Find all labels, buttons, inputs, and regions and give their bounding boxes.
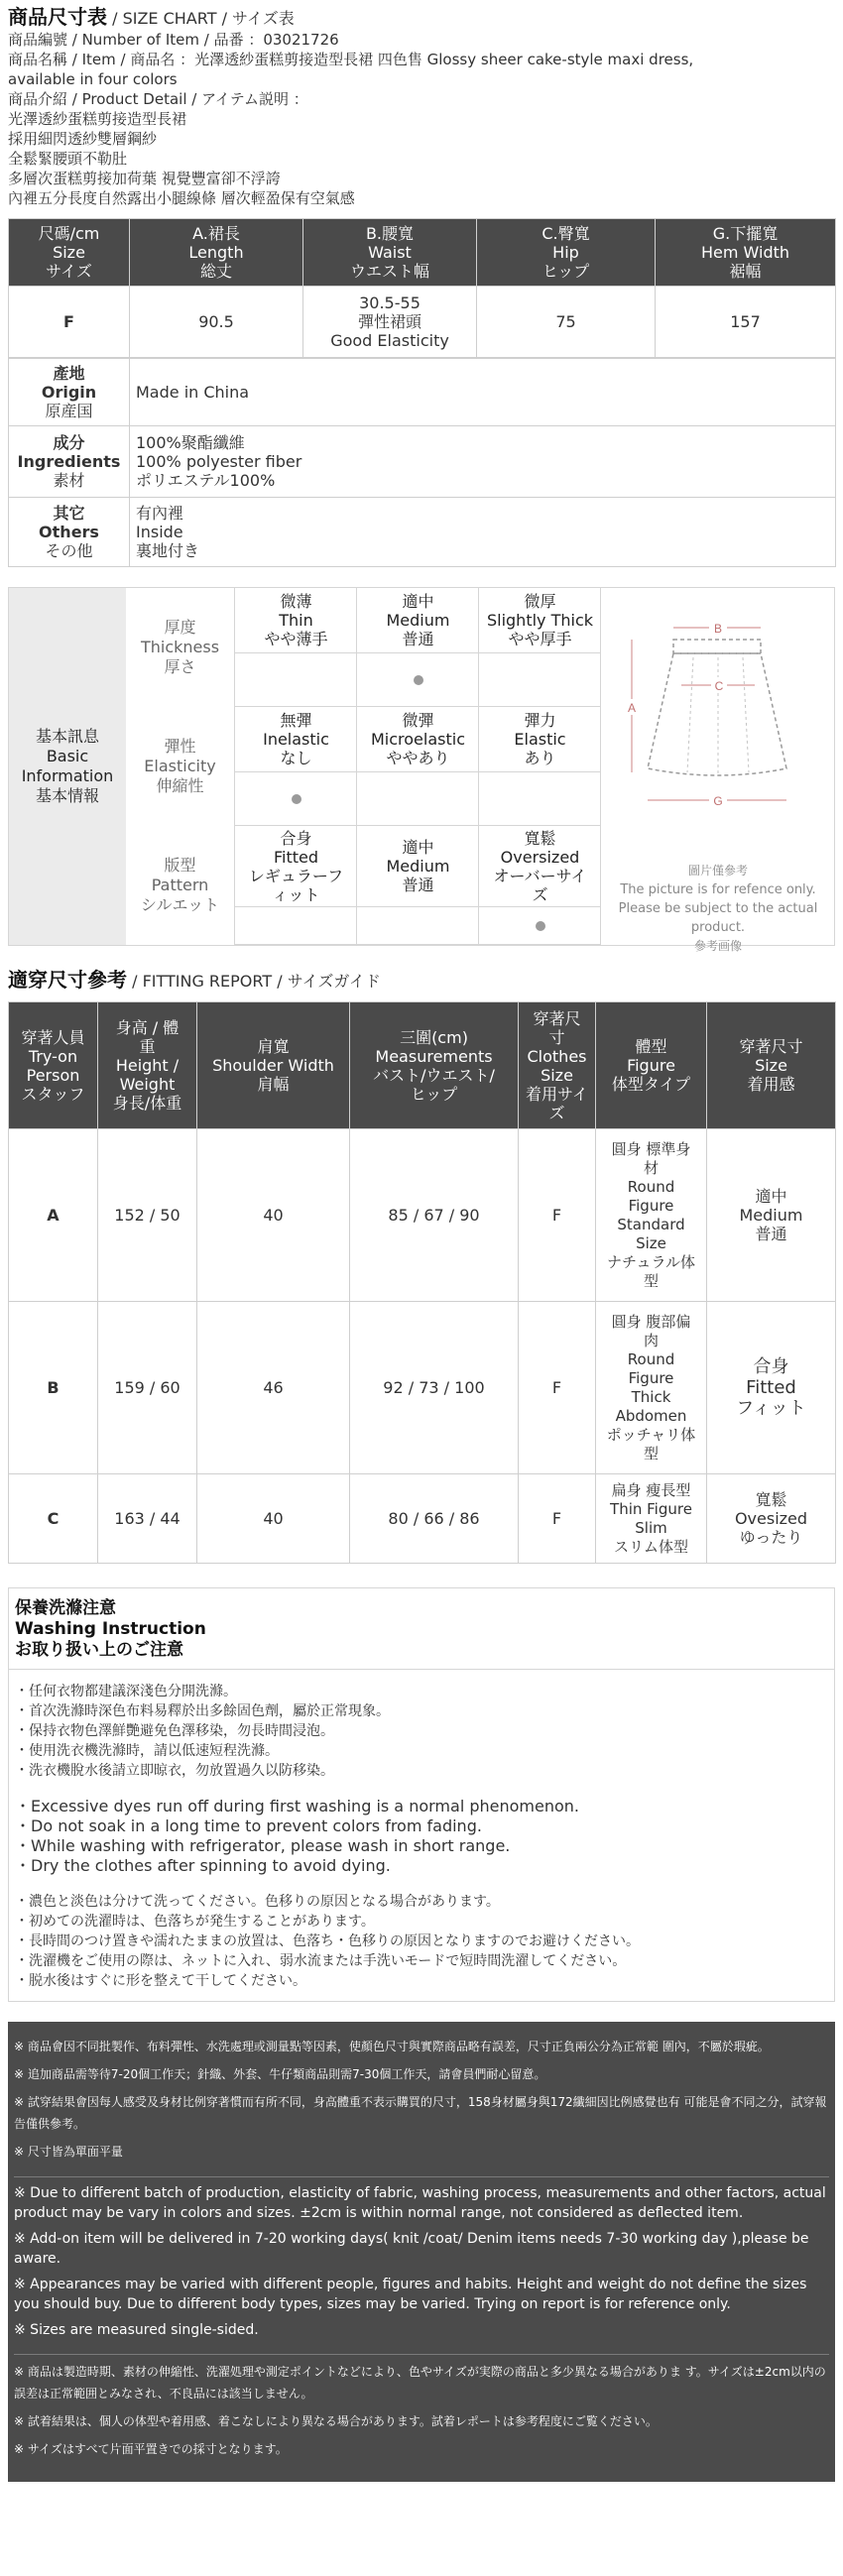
measurements-value: 85 / 67 / 90 [350, 1129, 519, 1302]
size-feel-value: 合身 Fitted フィット [707, 1302, 836, 1474]
figure-value: 圓身 標準身 材 Round Figure Standard Size ナチュラル体 型 [596, 1129, 707, 1302]
figure-header: 體型 Figure 体型タイプ [596, 1002, 707, 1129]
notice-item: ※ Due to different batch of production, elasticity of fabric, washing process, measurements and other factors, actual product may be vary in colors and sizes. ±2cm is within normal range, not considered as deflected item. [14, 2185, 826, 2221]
shoulder-width-header: 肩寬 Shoulder Width 肩幅 [197, 1002, 350, 1129]
svg-text:G: G [713, 794, 723, 808]
washing-line: ・長時間のつけ置きや濡れたままの放置は、色落ち・色移りの原因となりますのでお避けください。 [15, 1933, 640, 1949]
washing-line: ・Excessive dyes run off during first washing is a normal phenomenon. [15, 1797, 579, 1815]
clothes-size-value: F [519, 1302, 596, 1474]
size-table-header-row [9, 219, 836, 287]
figure-value: 圓身 腹部偏 肉 Round Figure Thick Abdomen ポッチャリ体 型 [596, 1302, 707, 1474]
size-feel-header: 穿著尺寸 Size 着用感 [707, 1002, 836, 1129]
person-name: B [9, 1302, 98, 1474]
notice-ja-group [14, 2355, 829, 2474]
washing-line: ・使用洗衣機洗滌時，請以低速短程洗滌。 [15, 1743, 279, 1759]
washing-line: ・濃色と淡色は分けて洗ってください。色移りの原因となる場合があります。 [15, 1894, 500, 1910]
elasticity-option-inelastic: 無彈 Inelastic なし [235, 707, 357, 826]
washing-line: ・Do not soak in a long time to prevent colors from fading. [15, 1816, 482, 1835]
clothes-size-header: 穿著尺 寸 Clothes Size 着用サイ ズ [519, 1002, 596, 1129]
washing-line: ・洗衣機脫水後請立即晾衣，勿放置過久以防移染。 [15, 1763, 334, 1779]
notice-item: ※ 商品會因不同批製作、布料彈性、水洗處理或測量點等因素，使顏色尺寸與實際商品略有誤差，尺寸正負兩公分為正常範 圍內，不屬於瑕疵。 [14, 2040, 770, 2053]
thickness-option-thin: 微薄 Thin やや薄手 [235, 588, 357, 707]
others-label: 其它 Others その他 [9, 498, 130, 567]
fitting-row-a [9, 1129, 836, 1302]
washing-line: ・脱水後はすぐに形を整えて干してください。 [15, 1973, 306, 1989]
height-weight-value: 152 / 50 [98, 1129, 197, 1302]
notice-panel [8, 2022, 835, 2482]
washing-ja-list [15, 1892, 828, 1991]
washing-line: ・Dry the clothes after spinning to avoid dying. [15, 1856, 391, 1875]
washing-en-list [15, 1797, 828, 1876]
pattern-row [126, 826, 602, 945]
notice-item: ※ Sizes are measured single-sided. [14, 2322, 259, 2338]
hem-width-header: G.下擺寬 Hem Width 裾幅 [656, 219, 836, 287]
product-header [8, 0, 835, 208]
try-on-person-header: 穿著人員 Try-on Person スタッフ [9, 1002, 98, 1129]
pattern-label: 版型 Pattern シルエット [126, 826, 235, 945]
washing-line: ・任何衣物都建議深淺色分開洗滌。 [15, 1684, 237, 1699]
item-number: 商品編號 / Number of Item / 品番 ：03021726 [8, 31, 339, 49]
notice-item: ※ 尺寸皆為單面平量 [14, 2145, 123, 2159]
washing-instruction-body [9, 1670, 834, 2001]
origin-value: Made in China [130, 359, 836, 426]
ingredients-label: 成分 Ingredients 素材 [9, 426, 130, 498]
others-value: 有內裡 Inside 裏地付き [130, 498, 836, 567]
product-detail-item: 採用細閃透紗雙層鋼紗 [8, 130, 158, 148]
others-row [9, 498, 836, 567]
figure-value: 扁身 瘦長型 Thin Figure Slim スリム体型 [596, 1474, 707, 1564]
notice-item: ※ 試穿結果會因每人感受及身材比例穿著慣而有所不同，身高體重不表示購買的尺寸，158身材屬身與172纖細因比例感覺也有 可能是會不同之分，試穿報告僅供參考。 [14, 2095, 827, 2131]
product-detail-item: 光澤透紗蛋糕剪接造型長裙 [8, 110, 187, 128]
selected-dot-icon [536, 921, 545, 931]
fitting-report-title: 適穿尺寸參考 / FITTING REPORT / サイズガイド [8, 968, 381, 992]
hip-value: 75 [477, 287, 656, 358]
size-feel-value: 寬鬆 Ovesized ゆったり [707, 1474, 836, 1564]
size-chart-title-sub: / SIZE CHART / サイズ表 [112, 9, 295, 28]
notice-en-group [14, 2177, 829, 2355]
shoulder-value: 40 [197, 1474, 350, 1564]
height-weight-header: 身高 / 體 重 Height / Weight 身長/体重 [98, 1002, 197, 1129]
washing-instruction-title: 保養洗滌注意 Washing Instruction お取り扱い上のご注意 [9, 1588, 834, 1670]
notice-item: ※ 試着結果は、個人の体型や着用感、着こなしにより異なる場合があります。試着レポートは参考程度にご覧ください。 [14, 2414, 658, 2428]
pattern-option-medium: 適中 Medium 普通 [357, 826, 479, 945]
measurements-value: 92 / 73 / 100 [350, 1302, 519, 1474]
thickness-row [126, 588, 602, 707]
washing-line: ・保持衣物色澤鮮艷避免色澤移染，勿長時間浸泡。 [15, 1723, 334, 1739]
elasticity-option-elastic: 彈力 Elastic あり [479, 707, 601, 826]
notice-item: ※ Appearances may be varied with different people, figures and habits. Height and weight do not define the sizes you should buy. Due to different body types, sizes may be varied. Trying on report is for reference only. [14, 2277, 807, 2312]
elasticity-option-micro: 微彈 Microelastic ややあり [357, 707, 479, 826]
svg-text:A: A [627, 701, 637, 715]
size-chart-title [8, 6, 835, 30]
origin-row [9, 359, 836, 426]
elasticity-row [126, 707, 602, 826]
size-value: F [9, 287, 130, 358]
selected-dot-icon [414, 675, 423, 685]
height-weight-value: 159 / 60 [98, 1302, 197, 1474]
notice-item: ※ 商品は製造時期、素材の伸縮性、洗濯処理や測定ポイントなどにより、色やサイズが実際の商品と多少異なる場合がありま す。サイズは±2cm以内の誤差は正常範囲とみなされ、不良品には該当しません。 [14, 2365, 826, 2400]
thickness-option-thick: 微厚 Slightly Thick やや厚手 [479, 588, 601, 707]
thickness-label: 厚度 Thickness 厚さ [126, 588, 235, 707]
basic-information-panel [8, 587, 835, 953]
selected-dot-icon [292, 794, 301, 804]
person-name: C [9, 1474, 98, 1564]
clothes-size-value: F [519, 1129, 596, 1302]
product-detail-label: 商品介紹 / Product Detail / アイテム説明 ： [8, 90, 308, 108]
ingredients-value: 100%聚酯纖維 100% polyester fiber ポリエステル100% [130, 426, 836, 498]
size-table [8, 218, 836, 358]
washing-instruction-panel [8, 1587, 835, 2002]
size-chart-title-main: 商品尺寸表 [8, 5, 107, 29]
clothes-size-value: F [519, 1474, 596, 1564]
basic-information-label: 基本訊息 Basic Information 基本情報 [9, 588, 126, 945]
basic-information-grid [126, 588, 602, 945]
waist-header: B.腰寬 Waist ウエスト幅 [303, 219, 477, 287]
fitting-report-table [8, 1001, 836, 1564]
svg-text:B: B [713, 622, 723, 636]
notice-zh-group [14, 2030, 829, 2177]
fitting-header-row [9, 1002, 836, 1129]
product-detail-item: 全鬆緊腰頭不勒肚 [8, 150, 128, 168]
hip-header: C.臀寬 Hip ヒップ [477, 219, 656, 287]
waist-value: 30.5-55 彈性裙頭 Good Elasticity [303, 287, 477, 358]
origin-label: 產地 Origin 原産国 [9, 359, 130, 426]
pattern-option-fitted: 合身 Fitted レギュラーフ ィット [235, 826, 357, 945]
washing-line: ・首次洗滌時深色布料易釋於出多餘固色劑，屬於正常現象。 [15, 1703, 390, 1719]
elasticity-label: 彈性 Elasticity 伸縮性 [126, 707, 235, 826]
product-info-table [8, 358, 836, 567]
washing-line: ・While washing with refrigerator, please wash in short range. [15, 1836, 511, 1855]
notice-item: ※ Add-on item will be delivered in 7-20 working days( knit /coat/ Denim items needs 7-30 working day ),please be aware. [14, 2231, 809, 2267]
shoulder-value: 40 [197, 1129, 350, 1302]
skirt-measurement-diagram-icon [602, 588, 834, 856]
length-value: 90.5 [130, 287, 303, 358]
washing-line: ・洗濯機をご使用の際は、ネットに入れ、弱水流または手洗いモードで短時間洗濯してください。 [15, 1953, 627, 1969]
item-name-line-2: available in four colors [8, 70, 178, 88]
person-name: A [9, 1129, 98, 1302]
svg-text:C: C [714, 679, 724, 693]
product-detail-item: 內裡五分長度自然露出小腿線條 層次輕盈保有空氣感 [8, 189, 355, 207]
size-header: 尺碼/cm Size サイズ [9, 219, 130, 287]
measurements-header: 三圍(cm) Measurements バスト/ウエスト/ ヒップ [350, 1002, 519, 1129]
notice-item: ※ サイズはすべて片面平置きでの採寸となります。 [14, 2442, 288, 2456]
ingredients-row [9, 426, 836, 498]
picture-reference-note: 圖片僅參考 The picture is for refence only. Please be subject to the actual product. 參考画像 [618, 864, 818, 953]
length-header: A.裙長 Length 総丈 [130, 219, 303, 287]
fitting-row-b [9, 1302, 836, 1474]
notice-item: ※ 追加商品需等待7-20個工作天；針織、外套、牛仔類商品則需7-30個工作天，請會員們耐心留意。 [14, 2067, 546, 2081]
item-name-line-1: 商品名稱 / Item / 商品名 ：光澤透紗蛋糕剪接造型長裙 四色售 Glossy sheer cake-style maxi dress, [8, 51, 694, 68]
thickness-option-medium: 適中 Medium 普通 [357, 588, 479, 707]
fitting-row-c [9, 1474, 836, 1564]
shoulder-value: 46 [197, 1302, 350, 1474]
hem-value: 157 [656, 287, 836, 358]
washing-line: ・初めての洗濯時は、色落ちが発生することがあります。 [15, 1914, 375, 1930]
skirt-diagram-panel [602, 588, 834, 953]
washing-zh-list [15, 1682, 828, 1781]
size-row-f [9, 287, 836, 358]
height-weight-value: 163 / 44 [98, 1474, 197, 1564]
product-detail-item: 多層次蛋糕剪接加荷葉 視覺豐富卻不浮誇 [8, 170, 281, 187]
measurements-value: 80 / 66 / 86 [350, 1474, 519, 1564]
pattern-option-oversized: 寬鬆 Oversized オーバーサイ ズ [479, 826, 601, 945]
size-feel-value: 適中 Medium 普通 [707, 1129, 836, 1302]
